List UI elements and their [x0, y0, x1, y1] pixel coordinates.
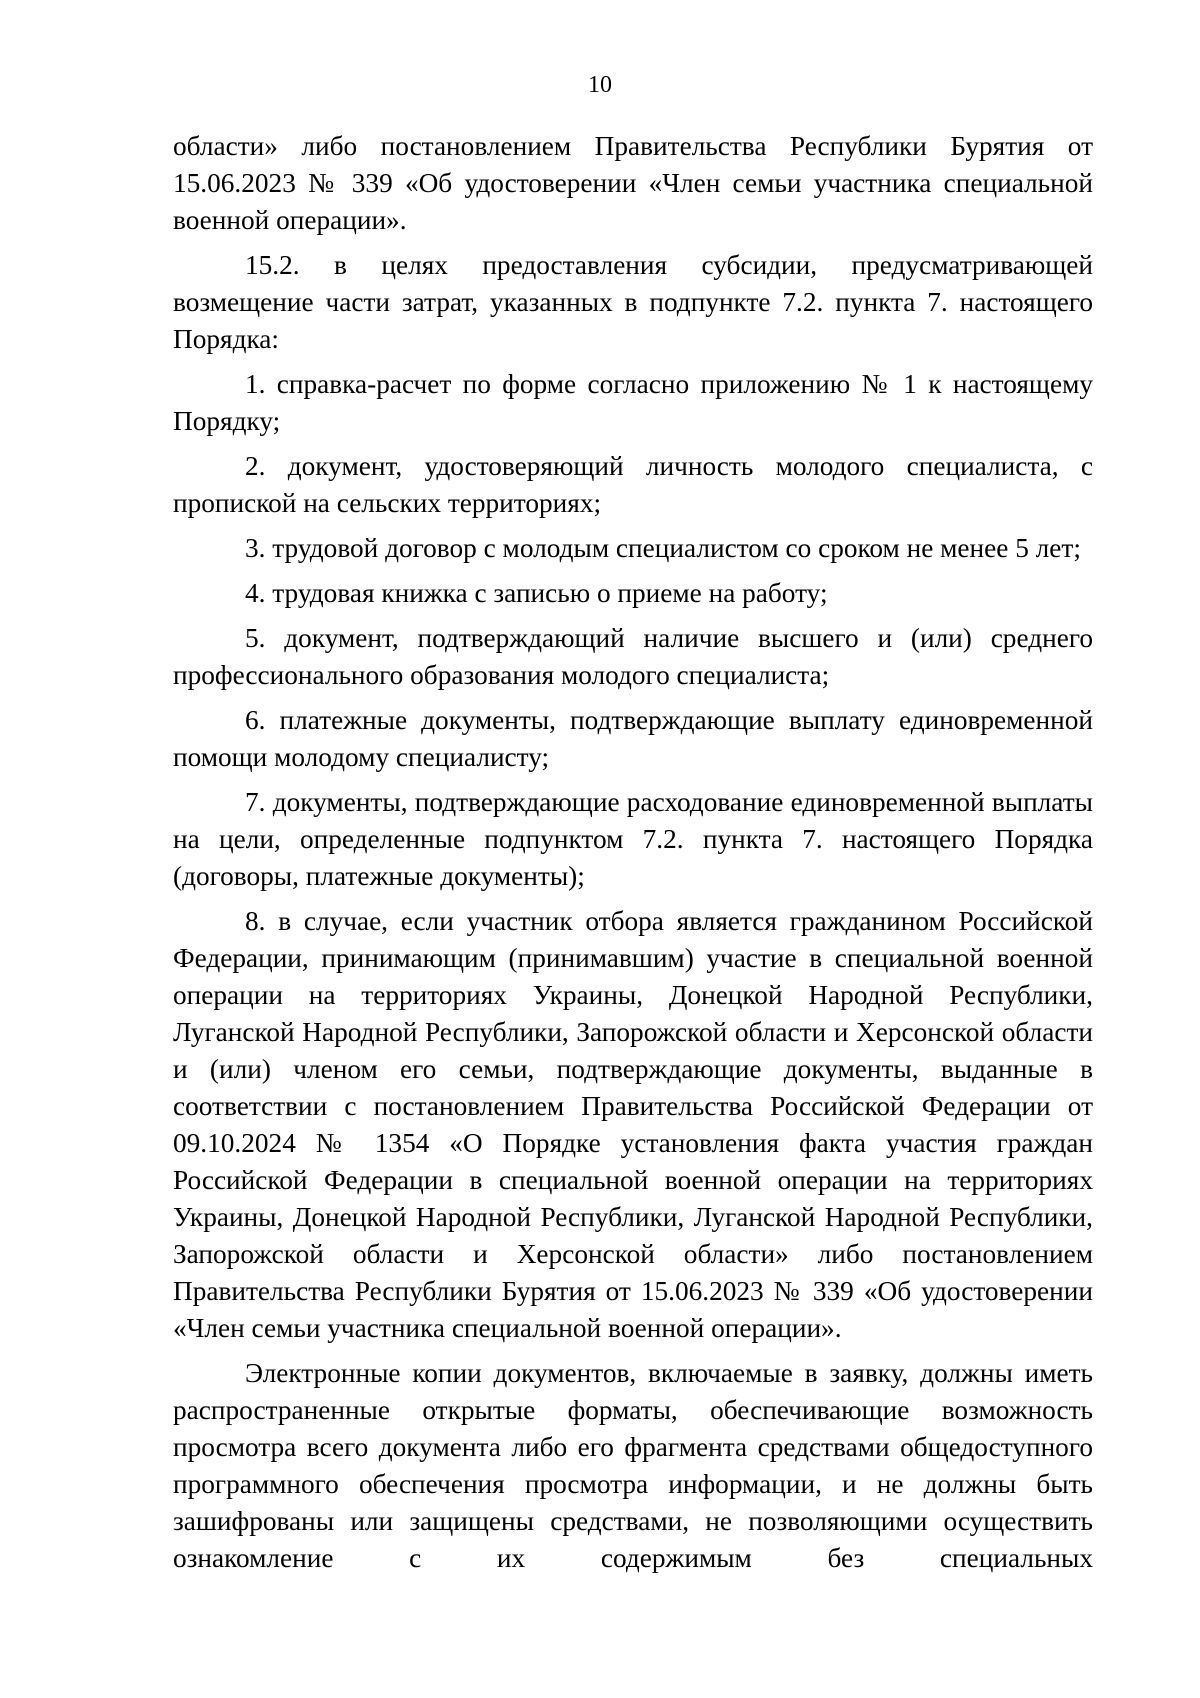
document-body: [173, 128, 1093, 1585]
page-number: 10: [588, 72, 612, 98]
paragraph-15-2: 15.2. в целях предоставления субсидии, предусматривающей возмещение части затрат, указанных в подпункте 7.2. пункта 7. настоящего Порядка:: [173, 250, 1093, 354]
list-item-7: 7. документы, подтверждающие расходование единовременной выплаты на цели, определенные подпунктом 7.2. пункта 7. настоящего Порядка (договоры, платежные документы);: [173, 787, 1093, 891]
list-item-3: 3. трудовой договор с молодым специалистом со сроком не менее 5 лет;: [245, 533, 1081, 563]
list-item-8: 8. в случае, если участник отбора является гражданином Российской Федерации, принимающим (принимавшим) участие в специальной военной операции на территориях Украины, Донецкой Народной Республики, Луганской Народной Республики, Запорожской области и Херсонской области и (или) членом его семьи, подтверждающие документы, выданные в соответствии с постановлением Правительства Российской Федерации от 09.10.2024 № 1354 «О Порядке установления факта участия граждан Российской Федерации в специальной военной операции на территориях Украины, Донецкой Народной Республики, Луганской Народной Республики, Запорожской области и Херсонской области» либо постановлением Правительства Республики Бурятия от 15.06.2023 № 339 «Об удостоверении «Член семьи участника специальной военной операции».: [173, 906, 1093, 1343]
list-item-4: 4. трудовая книжка с записью о приеме на работу;: [245, 578, 828, 608]
paragraph-continuation: области» либо постановлением Правительства Республики Бурятия от 15.06.2023 № 339 «Об удостоверении «Член семьи участника специальной военной операции».: [173, 131, 1093, 235]
paragraph-electronic-copies: Электронные копии документов, включаемые в заявку, должны иметь распространенные открытые форматы, обеспечивающие возможность просмотра всего документа либо его фрагмента средствами общедоступного программного обеспечения просмотра информации, и не должны быть зашифрованы или защищены средствами, не позволяющими осуществить ознакомление с их содержимым без специальных: [173, 1358, 1093, 1573]
list-item-1: 1. справка-расчет по форме согласно приложению № 1 к настоящему Порядку;: [173, 369, 1093, 436]
list-item-5: 5. документ, подтверждающий наличие высшего и (или) среднего профессионального образования молодого специалиста;: [173, 623, 1093, 690]
list-item-2: 2. документ, удостоверяющий личность молодого специалиста, с пропиской на сельских территориях;: [173, 451, 1093, 518]
list-item-6: 6. платежные документы, подтверждающие выплату единовременной помощи молодому специалисту;: [173, 705, 1093, 772]
